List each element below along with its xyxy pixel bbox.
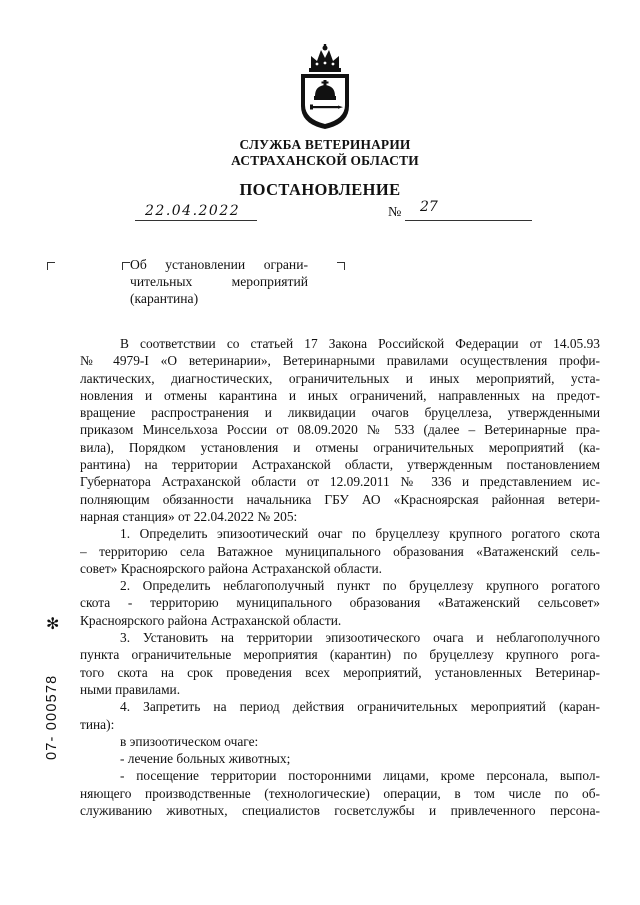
body-line: служиванию животных, специалистов госветслужбы и привлеченного персона- [80,803,600,819]
body-line: совет» Красноярского района Астраханской области. [80,560,382,576]
body-line: ными правилами. [80,681,181,697]
margin-asterisk-mark: ✻ [46,616,60,633]
body-line: - лечение больных животных; [120,751,291,767]
left-margin-corner-mark [47,262,55,270]
body-line: пункта ограничительные мероприятия (карантин) по бруцеллезу крупного рога- [80,647,600,663]
coat-of-arms-icon [297,44,353,130]
subject-line: чительных мероприятий [130,274,308,289]
body-line: Красноярского района Астраханской области. [80,612,342,628]
body-line: 3. Установить на территории эпизоотического очага и неблагополучного [120,630,600,646]
document-date: 22.04.2022 [145,203,241,219]
body-line: № 4979-I «О ветеринарии», Ветеринарными правилами осуществления профи- [80,353,600,369]
body-line: вращение распространения и ликвидации очагов бруцеллеза, утвержденными [80,405,600,421]
subject-left-corner-mark [122,262,130,270]
subject-right-corner-mark [337,262,345,270]
organization-name-line2: АСТРАХАНСКОЙ ОБЛАСТИ [231,153,419,168]
body-line: Губернатора Астраханской области от 12.09.2011 № 336 и представлением ис- [80,474,600,490]
body-line: 2. Определить неблагополучный пункт по бруцеллезу крупного рогатого [120,578,600,594]
body-line: рантина) на территории Астраханской области, утвержденным постановлением [80,457,600,473]
registration-number: 07- 000578 [44,674,60,760]
body-line: В соответствии со статьей 17 Закона Российской Федерации от 14.05.93 [120,336,600,351]
body-line: в эпизоотическом очаге: [120,733,259,749]
body-line: скота - территорию муниципального образования «Ватаженский сельсовет» [80,595,600,611]
body-line: лактических, диагностических, ограничительных и иных мероприятий, уста- [80,370,600,386]
body-line: того скота на срок проведения всех мероприятий, установленных Ветеринар- [80,664,600,680]
subject-line: (карантина) [130,291,199,306]
body-line: нарная станция» от 22.04.2022 № 205: [80,508,298,524]
body-line: новления и отмены карантина и иных ограничений, направленных на предот- [80,387,600,403]
body-line: приказом Минсельхоза России от 08.09.2020 № 533 (далее – Ветеринарные пра- [80,422,600,438]
body-line: - посещение территории посторонними лицами, кроме персонала, выпол- [120,768,600,784]
body-line: вила), Порядком установления и отмены ограничительных мероприятий (ка- [80,439,600,455]
body-line: 4. Запретить на период действия ограничительных мероприятий (каран- [120,699,600,715]
body-line: – территорию села Ватажное муниципального образования «Ватаженский сель- [80,543,600,559]
body-line: полняющим обязанности начальника ГБУ АО «Красноярская районная ветери- [80,491,600,507]
document-subject [130,256,308,307]
subject-line: Об установлении ограни- [130,257,308,272]
body-line: 1. Определить эпизоотический очаг по бруцеллезу крупного рогатого скота [120,526,600,542]
document-date-field [135,203,257,219]
document-type-title: ПОСТАНОВЛЕНИЕ [239,180,401,199]
body-line: няющего производственные (технологические) операции, в том числе по об- [80,785,600,801]
organization-name-line1: СЛУЖБА ВЕТЕРИНАРИИ [239,137,411,152]
document-number: 27 [420,199,438,215]
number-underline [405,220,532,221]
body-line: тина): [80,716,115,732]
number-label: № [388,205,402,220]
document-body [80,335,600,819]
date-underline [135,220,257,221]
